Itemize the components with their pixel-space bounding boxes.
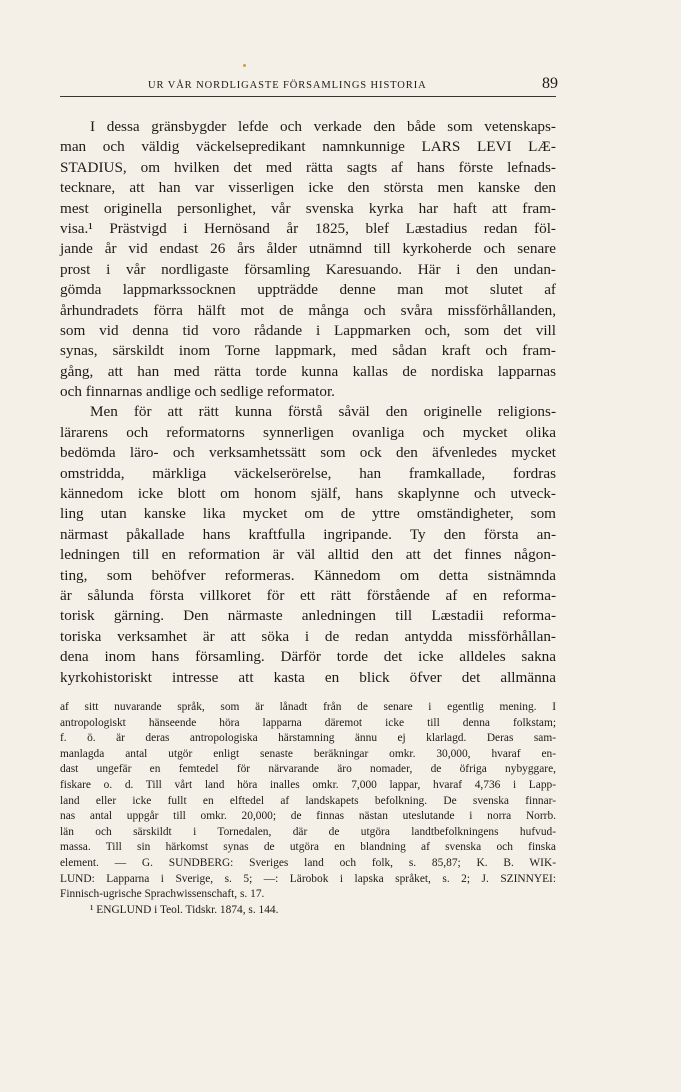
body-line: STADIUS, om hvilken det med rätta sagts af hans förste lefnads- — [60, 158, 556, 176]
footnote-line: fiskare o. d. Till vårt land höra inalles omkr. 7,000 lappar, hvaraf 4,736 i Lapp- — [60, 778, 556, 791]
body-line: mest originella personlighet, vår svenska kyrka har haft att fram- — [60, 199, 556, 217]
footnote-line: dast ungefär en femtedel för närvarande äro nomader, de öfriga nybyggare, — [60, 763, 556, 776]
body-text — [60, 117, 556, 688]
body-line: Men för att rätt kunna förstå såväl den originelle religions- — [90, 403, 556, 421]
body-line: bedömda läro- och verksamhetssätt som ock den äfvenledes mycket — [60, 444, 556, 462]
body-line: toriska verksamhet är att söka i de redan antydda missförhållan- — [60, 627, 556, 645]
footnote-line: LUND: Lapparna i Sverige, s. 5; —: Lärobok i lapska språket, s. 2; J. SZINNYEI: — [60, 872, 556, 885]
body-line: som vid denna tid voro rådande i Lappmarken och, som det vill — [60, 321, 556, 339]
body-line: dena inom hans församling. Därför torde det icke alldeles sakna — [60, 648, 556, 666]
running-head: UR VÅR NORDLIGASTE FÖRSAMLINGS HISTORIA — [148, 80, 427, 91]
body-line: gång, att han med rätta torde kunna kallas de nordiska lapparnas — [60, 362, 556, 380]
body-line: lärarens och reformatorns synnerligen ovanliga och mycket olika — [60, 423, 556, 441]
page-number: 89 — [542, 75, 558, 92]
body-line: ledningen till en reformation är väl alltid den att det finnes någon- — [60, 546, 556, 564]
body-line: århundradets förra hälft mot de många och svåra missförhållanden, — [60, 301, 556, 319]
body-line: synas, särskildt inom Torne lappmark, med sådan kraft och fram- — [60, 342, 556, 360]
footnote-line: f. ö. är deras antropologiska härstamning ännu ej klarlagd. Deras sam- — [60, 732, 556, 745]
footnote-line: ¹ ENGLUND i Teol. Tidskr. 1874, s. 144. — [90, 903, 279, 916]
body-line: I dessa gränsbygder lefde och verkade den både som vetenskaps- — [90, 118, 556, 135]
body-line: torisk gärning. Den närmaste anledningen till Læstadii reforma- — [60, 607, 556, 625]
body-line: prost i vår nordligaste församling Karesuando. Här i den undan- — [60, 260, 556, 278]
footnote-line: nas antal uppgår till omkr. 20,000; de finnas nästan uteslutande i norra Norrb. — [60, 810, 556, 823]
body-line: ting, som behöfver reformeras. Kännedom om detta sistnämnda — [60, 566, 556, 584]
body-line: närmast påkallade hans kraftfulla ingripande. Ty den första an- — [60, 525, 556, 543]
footnote-line: land eller icke fullt en elftedel af landskapets befolkning. De svenska finnar- — [60, 794, 556, 807]
body-line: man och väldig väckelsepredikant namnkunnige LARS LEVI LÆ- — [60, 138, 556, 156]
body-line: kyrkohistoriskt intresse att kasta en blick öfver det allmänna — [60, 668, 556, 686]
page-header — [60, 74, 556, 97]
body-line: tecknare, att han var visserligen icke den största men kanske den — [60, 179, 556, 197]
footnotes — [60, 700, 556, 918]
footnote-line: antropologiskt hänseende höra lapparna däremot icke till denna folkstam; — [60, 716, 556, 729]
footnote-line: element. — G. SUNDBERG: Sveriges land och folk, s. 85,87; K. B. WIK- — [60, 856, 556, 869]
body-line: kännedom icke blott om honom själf, hans skaplynne och utveck- — [60, 485, 556, 503]
body-line: omstridda, märkliga väckelserörelse, han framkallade, fordras — [60, 464, 556, 482]
body-line: är sålunda första villkoret för ett rätt förstående af en reforma- — [60, 586, 556, 604]
footnote-line: af sitt nuvarande språk, som är lånadt från de senare i egentlig mening. I — [60, 701, 556, 713]
body-line: gömda lappmarkssocknen uppträdde denne man mot slutet af — [60, 281, 556, 299]
footnote-line: län och särskildt i Tornedalen, där de utgöra landtbefolkningens hufvud- — [60, 825, 556, 838]
paper-speck — [243, 64, 246, 67]
body-line: ling utan kanske lika mycket om de yttre omständigheter, som — [60, 505, 556, 523]
footnote-line: manlagda antal utgör enligt senaste beräkningar omkr. 30,000, hvaraf en- — [60, 747, 556, 760]
footnote-line: Finnisch-ugrische Sprachwissenschaft, s. 17. — [60, 888, 265, 901]
body-line: visa.¹ Prästvigd i Hernösand år 1825, blef Læstadius redan föl- — [60, 219, 556, 237]
body-line: och finnarnas andlige och sedlige reformator. — [60, 383, 335, 401]
footnote-line: massa. Till sin härkomst synas de utgöra en blandning af svenska och finska — [60, 841, 556, 854]
body-line: jande år vid endast 26 års ålder utnämnd till kyrkoherde och senare — [60, 240, 556, 258]
